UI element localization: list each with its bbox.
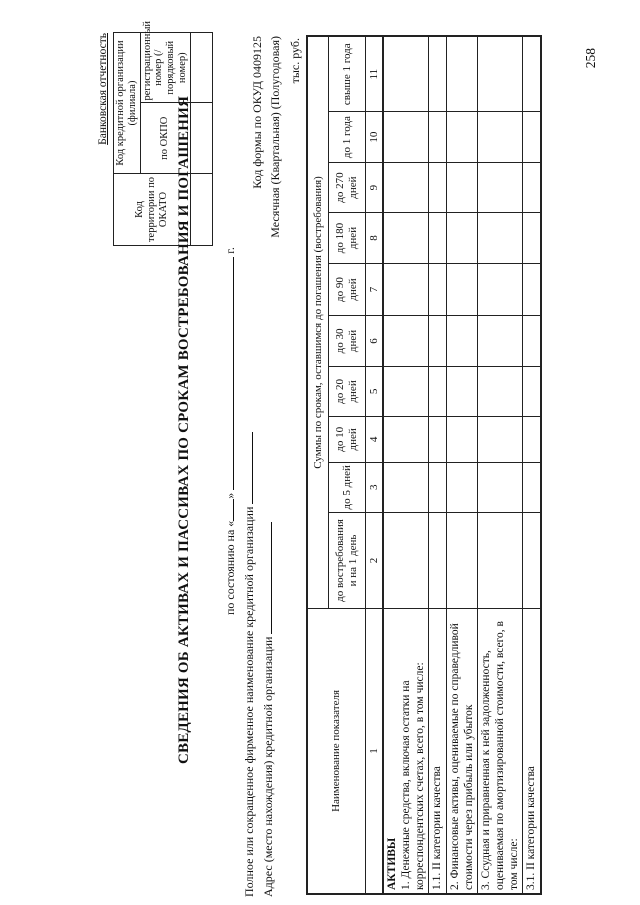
table-row bbox=[478, 36, 523, 894]
row-label-cell bbox=[383, 608, 429, 894]
okato-value-cell bbox=[190, 174, 212, 246]
column-header: до 20 дней bbox=[329, 366, 366, 416]
data-cell bbox=[523, 162, 542, 212]
section-header: АКТИВЫ bbox=[386, 837, 398, 890]
org-name-blank bbox=[240, 432, 253, 504]
data-cell bbox=[478, 462, 523, 512]
credit-org-code-header: Код кредитной организации (филиала) bbox=[114, 33, 141, 174]
row-label-cell bbox=[447, 608, 478, 894]
data-cell bbox=[447, 417, 478, 462]
data-cell bbox=[383, 366, 429, 416]
data-cell bbox=[429, 162, 447, 212]
column-number: 8 bbox=[366, 213, 384, 263]
okpo-header: по ОКПО bbox=[140, 103, 190, 174]
column-number: 3 bbox=[366, 462, 384, 512]
date-prefix: по состоянию на « bbox=[223, 520, 237, 615]
column-header: до 1 года bbox=[329, 112, 366, 162]
column-header: до 180 дней bbox=[329, 213, 366, 263]
okud-form-code: Код формы по ОКУД 0409125 bbox=[250, 36, 264, 189]
form-title: СВЕДЕНИЯ ОБ АКТИВАХ И ПАССИВАХ ПО СРОКАМ ВОСТРЕБОВАНИЯ И ПОГАШЕНИЯ bbox=[176, 95, 192, 765]
reg-number-header: регистрационный номер (/порядковый номер) bbox=[140, 33, 190, 104]
data-cell bbox=[447, 513, 478, 609]
data-cell bbox=[478, 417, 523, 462]
column-header: до 90 дней bbox=[329, 263, 366, 315]
code-table bbox=[113, 20, 213, 246]
data-cell bbox=[447, 462, 478, 512]
row-label-cell bbox=[523, 608, 542, 894]
data-cell bbox=[523, 366, 542, 416]
date-month-year-blank bbox=[221, 257, 234, 490]
org-name-line bbox=[240, 432, 257, 897]
row-label: 2. Финансовые активы, оцениваемые по справедливой стоимости через прибыль или убыток bbox=[449, 623, 476, 890]
okato-header: Код территории по ОКАТО bbox=[114, 174, 191, 246]
row-label: 3. Ссудная и приравненная к ней задолженность, оцениваемая по амортизированной стоимости, всего, в том числе: bbox=[480, 621, 521, 890]
column-header: до 5 дней bbox=[329, 462, 366, 512]
data-cell bbox=[447, 112, 478, 162]
column-header: до востребования и на 1 день bbox=[329, 513, 366, 609]
data-cell bbox=[383, 417, 429, 462]
data-cell bbox=[429, 36, 447, 112]
column-number: 5 bbox=[366, 366, 384, 416]
org-name-label: Полное или сокращенное фирменное наименование кредитной организации bbox=[242, 506, 256, 897]
data-cell bbox=[478, 162, 523, 212]
data-cell bbox=[447, 36, 478, 112]
date-suffix: г. bbox=[223, 247, 237, 254]
report-periodicity: Месячная (Квартальная) (Полугодовая) bbox=[268, 36, 282, 238]
data-cell bbox=[383, 263, 429, 315]
data-cell bbox=[447, 213, 478, 263]
column-number: 11 bbox=[366, 36, 384, 112]
data-cell bbox=[429, 263, 447, 315]
table-row bbox=[383, 36, 429, 894]
data-cell bbox=[429, 316, 447, 366]
column-header: до 270 дней bbox=[329, 162, 366, 212]
assets-liabilities-table bbox=[306, 35, 542, 895]
data-cell bbox=[383, 213, 429, 263]
data-cell bbox=[478, 263, 523, 315]
data-cell bbox=[478, 36, 523, 112]
data-cell bbox=[447, 263, 478, 315]
column-number: 1 bbox=[366, 608, 384, 894]
table-row bbox=[429, 36, 447, 894]
data-cell bbox=[383, 36, 429, 112]
data-cell bbox=[478, 112, 523, 162]
data-cell bbox=[429, 417, 447, 462]
data-cell bbox=[447, 162, 478, 212]
data-cell bbox=[447, 316, 478, 366]
org-address-label: Адрес (место нахождения) кредитной организации bbox=[261, 636, 275, 897]
data-cell bbox=[383, 316, 429, 366]
data-cell bbox=[383, 112, 429, 162]
data-cell bbox=[523, 462, 542, 512]
data-cell bbox=[523, 213, 542, 263]
column-number: 4 bbox=[366, 417, 384, 462]
name-column-header: Наименование показателя bbox=[307, 608, 366, 894]
data-cell bbox=[383, 162, 429, 212]
org-address-blank bbox=[259, 522, 272, 634]
data-cell bbox=[429, 462, 447, 512]
column-header: до 30 дней bbox=[329, 316, 366, 366]
column-number: 2 bbox=[366, 513, 384, 609]
data-cell bbox=[429, 513, 447, 609]
row-label: 1.1. II категории качества bbox=[431, 766, 444, 890]
row-label-cell bbox=[478, 608, 523, 894]
data-cell bbox=[523, 316, 542, 366]
data-cell bbox=[447, 366, 478, 416]
data-cell bbox=[478, 213, 523, 263]
data-cell bbox=[429, 213, 447, 263]
data-cell bbox=[478, 513, 523, 609]
date-day-blank bbox=[221, 499, 234, 521]
table-row bbox=[523, 36, 542, 894]
row-label: 3.1. II категории качества bbox=[525, 766, 538, 890]
data-cell bbox=[523, 417, 542, 462]
data-cell bbox=[523, 112, 542, 162]
as-of-date-line bbox=[221, 247, 238, 615]
column-header: до 10 дней bbox=[329, 417, 366, 462]
column-number: 10 bbox=[366, 112, 384, 162]
data-cell bbox=[429, 366, 447, 416]
column-number: 6 bbox=[366, 316, 384, 366]
column-number: 7 bbox=[366, 263, 384, 315]
data-cell bbox=[523, 36, 542, 112]
okpo-value-cell bbox=[190, 103, 212, 174]
org-address-line bbox=[259, 522, 276, 897]
table-row bbox=[447, 36, 478, 894]
data-cell bbox=[383, 513, 429, 609]
row-label: 1. Денежные средства, включая остатки на корреспондентских счетах, всего, в том числе: bbox=[400, 662, 427, 890]
data-cell bbox=[478, 316, 523, 366]
data-cell bbox=[383, 462, 429, 512]
data-cell bbox=[523, 263, 542, 315]
column-header: свыше 1 года bbox=[329, 36, 366, 112]
date-quote-close: » bbox=[223, 492, 237, 499]
data-cell bbox=[478, 366, 523, 416]
banking-report-label: Банковская отчетность bbox=[97, 33, 109, 145]
maturity-group-header: Суммы по срокам, оставшимся до погашения (востребования) bbox=[307, 36, 329, 608]
data-cell bbox=[429, 112, 447, 162]
row-label-cell bbox=[429, 608, 447, 894]
data-cell bbox=[523, 513, 542, 609]
column-number: 9 bbox=[366, 162, 384, 212]
units-label: тыс. руб. bbox=[288, 38, 302, 84]
page-number: 258 bbox=[583, 48, 598, 69]
reg-number-value-cell bbox=[190, 33, 212, 104]
